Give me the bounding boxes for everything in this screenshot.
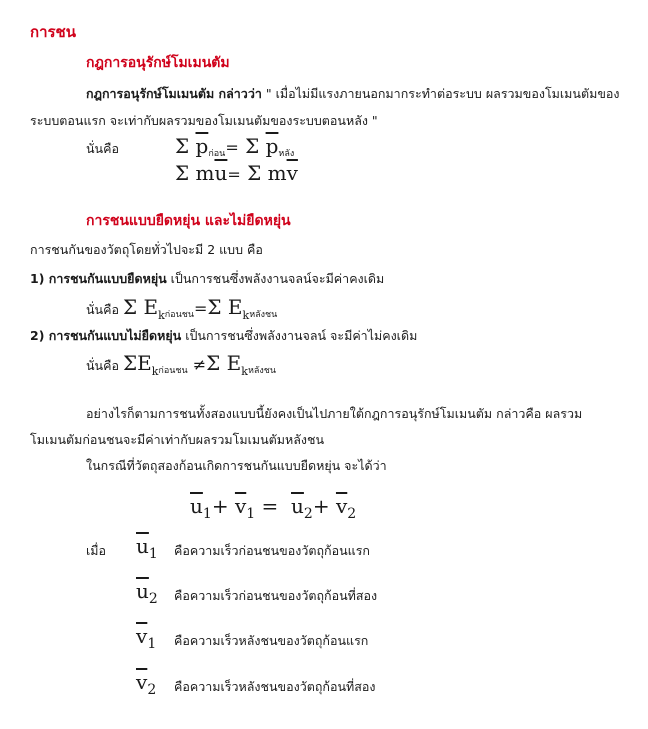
momentum-definition-line2: ระบบตอนแรก จะเท่ากับผลรวมของโมเมนตัมของระบบตอนหลัง " bbox=[30, 113, 378, 128]
symbol-v2: $\overline{v}_2$ bbox=[136, 670, 157, 698]
type2-rest: เป็นการชนซึ่งพลังงานจลน์ จะมีค่าไม่คงเดิม bbox=[181, 328, 418, 343]
collision-intro: การชนกันของวัตถุโดยทั่วไปจะมี 2 แบบ คือ bbox=[30, 242, 263, 257]
type1-bold: 1) การชนกันแบบยืดหยุ่น bbox=[30, 271, 167, 286]
type2-bold: 2) การชนกันแบบไม่ยืดหยุ่น bbox=[30, 328, 182, 343]
type1-rest: เป็นการชนซึ่งพลังงานจลน์จะมีค่าคงเดิม bbox=[166, 271, 385, 286]
symbol-u2: $\overline{u}_2$ bbox=[136, 579, 158, 607]
eq-sub-before: ก่อน bbox=[208, 149, 226, 159]
type2-that-is: นั่นคือ bbox=[86, 358, 119, 373]
where-desc-v1: คือความเร็วหลังชนของวัตถุก้อนแรก bbox=[174, 633, 369, 648]
eq-sub-after: หลัง bbox=[278, 149, 295, 159]
where-label: เมื่อ bbox=[86, 543, 107, 558]
type2-sub-after: หลังชน bbox=[247, 366, 277, 376]
momentum-definition-line1 bbox=[86, 84, 619, 104]
paragraph-line2: โมเมนตัมก่อนชนจะมีค่าเท่ากับผลรวมโมเมนตัมหลังชน bbox=[30, 432, 325, 447]
paragraph-line1: อย่างไรก็ตามการชนทั้งสองแบบนี้ยังคงเป็นไปภายใต้กฎการอนุรักษ์โมเมนตัม กล่าวคือ ผลรวม bbox=[86, 406, 583, 421]
collision-type1 bbox=[30, 269, 384, 289]
paragraph-line3: ในกรณีที่วัตถุสองก้อนเกิดการชนกันแบบยืดหยุ่น จะได้ว่า bbox=[86, 458, 387, 473]
momentum-equation-mv: Σ $m\overline{u}= \Sigma$ $m\overline{v}$ bbox=[175, 161, 298, 185]
where-desc-u1: คือความเร็วก่อนชนของวัตถุก้อนแรก bbox=[174, 543, 370, 558]
symbol-v1: $\overline{v}_1$ bbox=[136, 624, 157, 652]
type2-sub-before: ก่อนชน bbox=[158, 366, 188, 376]
type1-that-is: นั่นคือ bbox=[86, 302, 119, 317]
momentum-that-is: นั่นคือ bbox=[86, 141, 119, 156]
where-desc-u2: คือความเร็วก่อนชนของวัตถุก้อนที่สอง bbox=[174, 588, 378, 603]
page-title: การชน bbox=[30, 23, 76, 41]
momentum-line1-rest: " เมื่อไม่มีแรงภายนอกมากระทำต่อระบบ ผลรวมของโมเมนตัมของ bbox=[261, 86, 620, 101]
symbol-u1: $\overline{u}_1$ bbox=[136, 534, 158, 562]
where-desc-v2: คือความเร็วหลังชนของวัตถุก้อนที่สอง bbox=[174, 679, 376, 694]
momentum-subheading: กฎการอนุรักษ์โมเมนตัม bbox=[86, 55, 230, 71]
elastic-equation: $\overline{u}_1+ \overline{v}_1 = \overline{u}_2+ \overline{v}_2$ bbox=[190, 494, 357, 522]
collision-subheading: การชนแบบยืดหยุ่น และไม่ยืดหยุ่น bbox=[86, 213, 291, 229]
momentum-bold-lead: กฎการอนุรักษ์โมเมนตัม กล่าวว่า bbox=[86, 86, 262, 101]
type1-equation: นั่นคือ Σ $Ek_{ก่อนชน}=\Sigma$ $Ek_{หลังชน}$ bbox=[86, 295, 278, 322]
momentum-equation-p: Σ $\overline{p}_{ก่อน}= \Sigma$ $\overline{p}_{หลัง}$ bbox=[175, 134, 295, 159]
collision-type2 bbox=[30, 326, 417, 346]
type1-sub-before: ก่อนชน bbox=[164, 310, 195, 320]
type2-equation: นั่นคือ ΣEk$_{ก่อนชน}$ ≠Σ $Ek_{หลังชน}$ bbox=[86, 351, 277, 378]
type1-sub-after: หลังชน bbox=[249, 310, 278, 320]
